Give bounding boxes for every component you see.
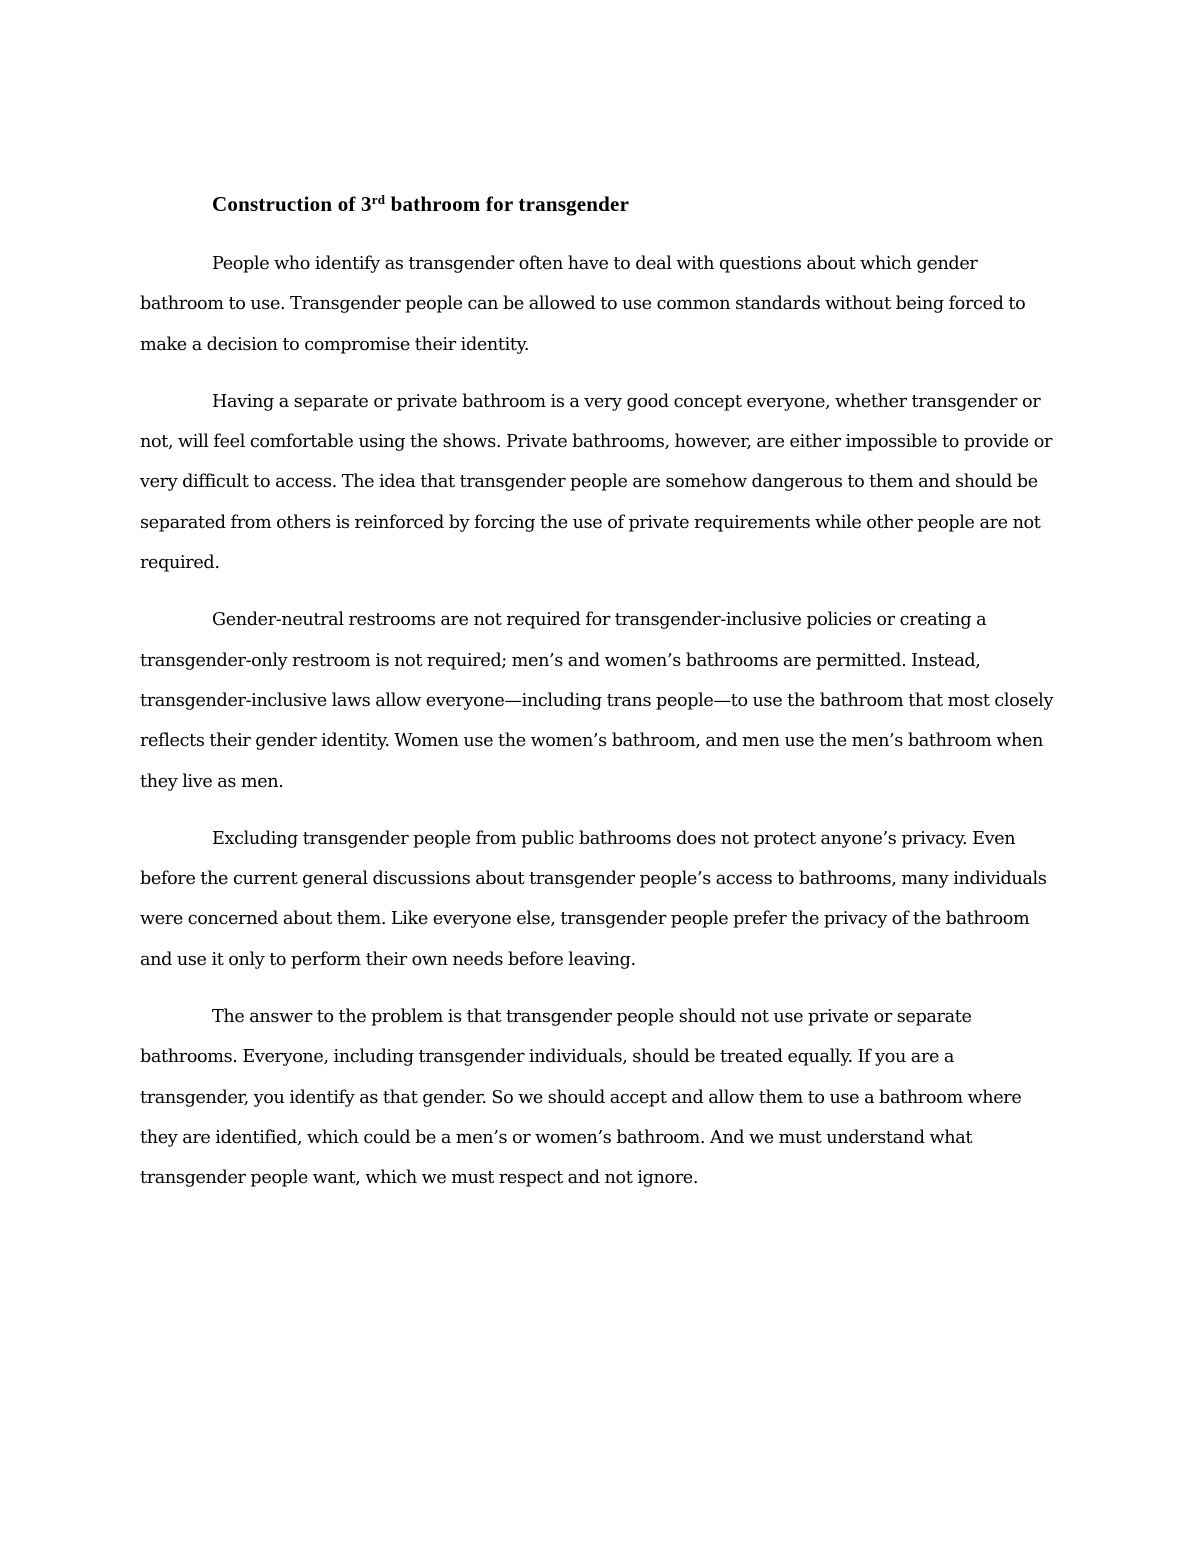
title-superscript: rd: [371, 192, 386, 207]
paragraph-5: The answer to the problem is that transgender people should not use private or separate bathrooms. Everyone, including transgender individuals, should be treated equally. If you are a transgender, you identify as that gender. So we should accept and allow them to use a bathroom where they are identified, which could be a men’s or women’s bathroom. And we must understand what transgender people want, which we must respect and not ignore.: [140, 1007, 1022, 1189]
paragraph-2: Having a separate or private bathroom is a very good concept everyone, whether transgender or not, will feel comfortable using the shows. Private bathrooms, however, are either impossible to provide or very difficult to access. The idea that transgender people are somehow dangerous to them and should be separated from others is reinforced by forcing the use of private requirements while other people are not required.: [140, 391, 1053, 574]
paragraph-1: People who identify as transgender often have to deal with questions about which gender bathroom to use. Transgender people can be allowed to use common standards without being forced to make a decision to compromise their identity.: [140, 254, 1026, 355]
document-title: [140, 186, 1060, 222]
paragraph-4: Excluding transgender people from public bathrooms does not protect anyone’s privacy. Even before the current general discussions about transgender people’s access to bathrooms, many individuals were concerned about them. Like everyone else, transgender people prefer the privacy of the bathroom and use it only to perform their own needs before leaving.: [140, 828, 1047, 970]
title-suffix: bathroom for transgender: [385, 192, 630, 216]
paragraph-3: Gender-neutral restrooms are not required for transgender-inclusive policies or creating a transgender-only restroom is not required; men’s and women’s bathrooms are permitted. Instead, transgender-inclusive laws allow everyone—including trans people—to use the bathroom that most closely reflects their gender identity. Women use the women’s bathroom, and men use the men’s bathroom when they live as men.: [140, 610, 1054, 792]
document-page: [140, 186, 1060, 1216]
title-prefix: Construction of 3: [212, 192, 372, 216]
